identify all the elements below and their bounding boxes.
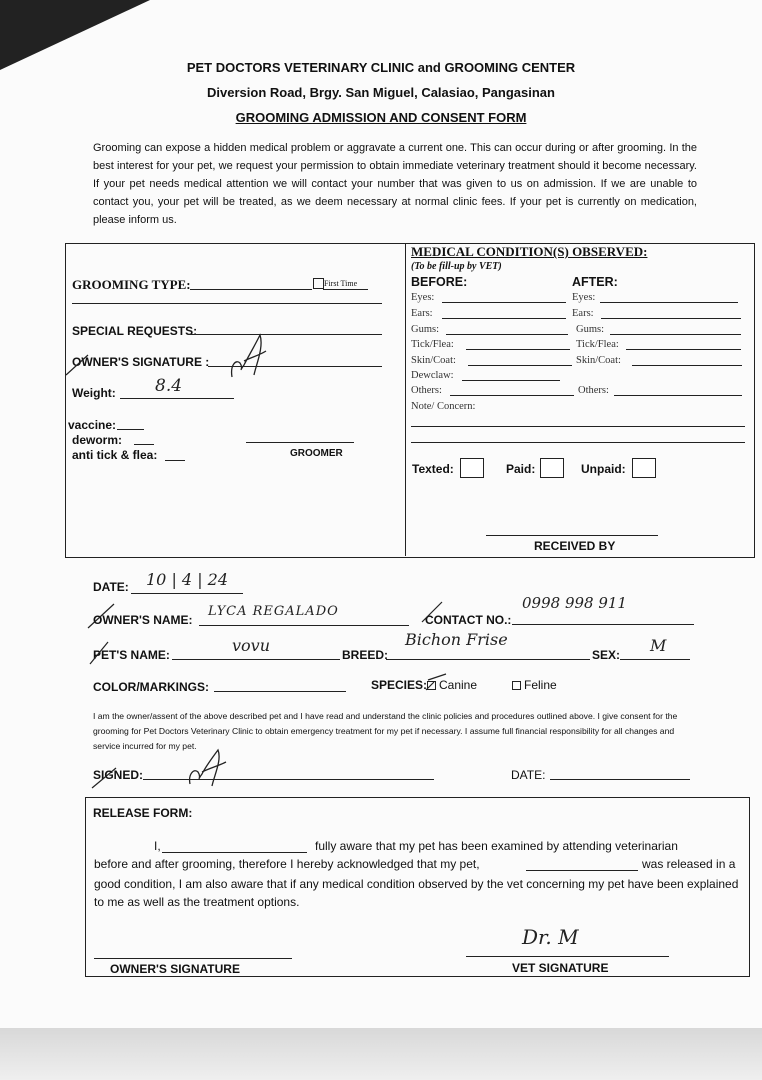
before-others: Others: [411, 385, 442, 396]
unpaid-label: Unpaid: [581, 462, 626, 476]
after-others-line[interactable] [614, 395, 742, 396]
after-eyes: Eyes: [572, 292, 596, 303]
weight-line[interactable] [120, 398, 234, 399]
release-text-1: fully aware that my pet has been examined by attending veterinarian [315, 839, 678, 853]
species-feline-option[interactable] [512, 678, 557, 692]
texted-checkbox[interactable] [460, 458, 484, 478]
vet-sig-value: Dr. M [522, 925, 579, 949]
weight-value: 8.4 [155, 376, 183, 396]
date-line[interactable] [131, 593, 243, 594]
before-skincoat: Skin/Coat: [411, 355, 456, 366]
release-text-2a: before and after grooming, therefore I hereby acknowledged that my pet, [94, 857, 480, 871]
breed-line[interactable] [386, 659, 590, 660]
release-title: RELEASE FORM: [93, 806, 193, 820]
paid-label: Paid: [506, 462, 536, 476]
date2-line[interactable] [550, 779, 690, 780]
received-by-label: RECEIVED BY [534, 539, 616, 553]
before-ears-line[interactable] [442, 318, 566, 319]
note-line-2[interactable] [411, 442, 745, 443]
intro-paragraph [93, 139, 697, 229]
scan-bottom-edge [0, 1028, 762, 1080]
species-label: SPECIES: [371, 678, 428, 692]
breed-value: Bichon Frise [405, 630, 508, 649]
grooming-type-line[interactable] [190, 289, 312, 290]
before-eyes: Eyes: [411, 292, 435, 303]
after-eyes-line[interactable] [600, 302, 738, 303]
vaccine-line[interactable] [117, 429, 144, 430]
after-tickflea: Tick/Flea: [576, 339, 619, 350]
grooming-type-line-2[interactable] [72, 303, 382, 304]
date-value: 10 | 4 | 24 [146, 570, 229, 589]
after-ears: Ears: [572, 308, 594, 319]
before-eyes-line[interactable] [442, 302, 566, 303]
breed-label: BREED: [342, 648, 389, 662]
anti-tick-label: anti tick & flea: [72, 448, 158, 462]
box-divider [405, 243, 406, 556]
contact-strike [418, 596, 448, 626]
release-i: I, [154, 839, 161, 853]
owner-name-value: LYCA REGALADO [208, 604, 339, 619]
deworm-label: deworm: [72, 433, 123, 447]
color-line[interactable] [214, 691, 346, 692]
release-name-line[interactable] [162, 852, 307, 853]
pet-name-strike [86, 636, 116, 668]
owner-sig-label: OWNER'S SIGNATURE [110, 962, 240, 976]
canine-label: Canine [439, 678, 478, 692]
sex-value: M [650, 636, 667, 655]
before-gums: Gums: [411, 324, 440, 335]
medical-subtitle: (To be fill-up by VET) [411, 261, 502, 272]
release-text-3: good condition, I am also aware that if any medical condition observed by the vet concerning my pet have been explained to me as well as the treatment options. [94, 877, 739, 909]
vet-sig-label: VET SIGNATURE [512, 961, 609, 975]
canine-check-mark [422, 670, 452, 694]
before-dewclaw: Dewclaw: [411, 370, 454, 381]
deworm-line[interactable] [134, 444, 154, 445]
release-pet-line[interactable] [526, 870, 638, 871]
contact-line[interactable] [512, 624, 694, 625]
groomer-line[interactable] [246, 442, 354, 443]
after-ears-line[interactable] [601, 318, 741, 319]
consent-text: I am the owner/assent of the above described pet and I have read and understand the clinic policies and procedures outlined above. I give consent for the grooming for Pet Doctors Veterinary Clinic to obtain emergency treatment for my pet if necessary. I assume full financial responsibility for all changes and service incurred for my pet. [93, 711, 678, 751]
weight-label: Weight: [72, 386, 116, 400]
form-title: GROOMING ADMISSION AND CONSENT FORM [235, 110, 527, 125]
before-tickflea-line[interactable] [466, 349, 570, 350]
before-ears: Ears: [411, 308, 433, 319]
owner-name-label: OWNER'S NAME: [93, 613, 193, 627]
texted-label: Texted: [412, 462, 454, 476]
medical-title: MEDICAL CONDITION(S) OBSERVED: [411, 244, 648, 259]
vet-sig-line[interactable] [466, 956, 669, 957]
note-line-1[interactable] [411, 426, 745, 427]
pet-name-value: vovu [232, 636, 271, 655]
before-gums-line[interactable] [446, 334, 568, 335]
contact-label: CONTACT NO.: [425, 613, 512, 627]
before-label: BEFORE: [411, 275, 468, 289]
special-requests-label: SPECIAL REQUESTS: [72, 324, 198, 338]
before-others-line[interactable] [450, 395, 574, 396]
signed-signature-scribble [88, 746, 248, 792]
intro-text: Grooming can expose a hidden medical problem or aggravate a current one. This can occur during or after grooming. In the best interest for your pet, we request your permission to obtain immediate veterinary treatment should it become necessary. If your pet needs medical attention we will contact your number that was given to us on admission. If we are unable to contact you, your pet will be treated, as we deem necessary at normal clinic fees. If your pet is currently on medication, please inform us. [93, 142, 697, 226]
pet-name-label: PET'S NAME: [93, 648, 170, 662]
contact-value: 0998 998 911 [522, 594, 627, 612]
owner-name-strike [84, 596, 124, 632]
note-concern-label: Note/ Concern: [411, 401, 476, 412]
first-time-underline [323, 289, 368, 290]
groomer-label: GROOMER [290, 448, 343, 459]
date2-label: DATE: [511, 768, 546, 782]
grooming-type-label: GROOMING TYPE: [72, 277, 191, 292]
anti-tick-line[interactable] [165, 460, 185, 461]
sex-label: SEX: [592, 648, 621, 662]
unpaid-checkbox[interactable] [632, 458, 656, 478]
after-label: AFTER: [572, 275, 618, 289]
date-label: DATE: [93, 580, 129, 594]
owner-sig-line[interactable] [94, 958, 292, 959]
first-time-label: First Time [324, 279, 358, 288]
after-tickflea-line[interactable] [626, 349, 741, 350]
first-time-checkbox[interactable] [313, 278, 324, 289]
before-skincoat-line[interactable] [468, 365, 572, 366]
after-skincoat: Skin/Coat: [576, 355, 621, 366]
before-dewclaw-line[interactable] [462, 380, 560, 381]
paid-checkbox[interactable] [540, 458, 564, 478]
clinic-address: Diversion Road, Brgy. San Miguel, Calasiao, Pangasinan [207, 85, 555, 100]
signed-label: SIGNED: [93, 768, 144, 782]
feline-checkbox[interactable] [512, 681, 521, 690]
color-label: COLOR/MARKINGS: [93, 680, 209, 694]
after-gums: Gums: [576, 324, 605, 335]
clinic-name: PET DOCTORS VETERINARY CLINIC and GROOMING CENTER [186, 60, 576, 75]
after-skincoat-line[interactable] [632, 365, 742, 366]
vaccine-label: vaccine: [68, 418, 117, 432]
release-text-2b: was released in a [642, 857, 736, 871]
feline-label: Feline [524, 678, 557, 692]
owner-name-line[interactable] [199, 625, 409, 626]
after-others: Others: [578, 385, 609, 396]
received-by-line[interactable] [486, 535, 658, 536]
before-tickflea: Tick/Flea: [411, 339, 454, 350]
owner-signature-label: OWNER'S SIGNATURE : [72, 355, 210, 369]
pet-name-line[interactable] [172, 659, 340, 660]
after-gums-line[interactable] [610, 334, 741, 335]
sex-line[interactable] [620, 659, 690, 660]
